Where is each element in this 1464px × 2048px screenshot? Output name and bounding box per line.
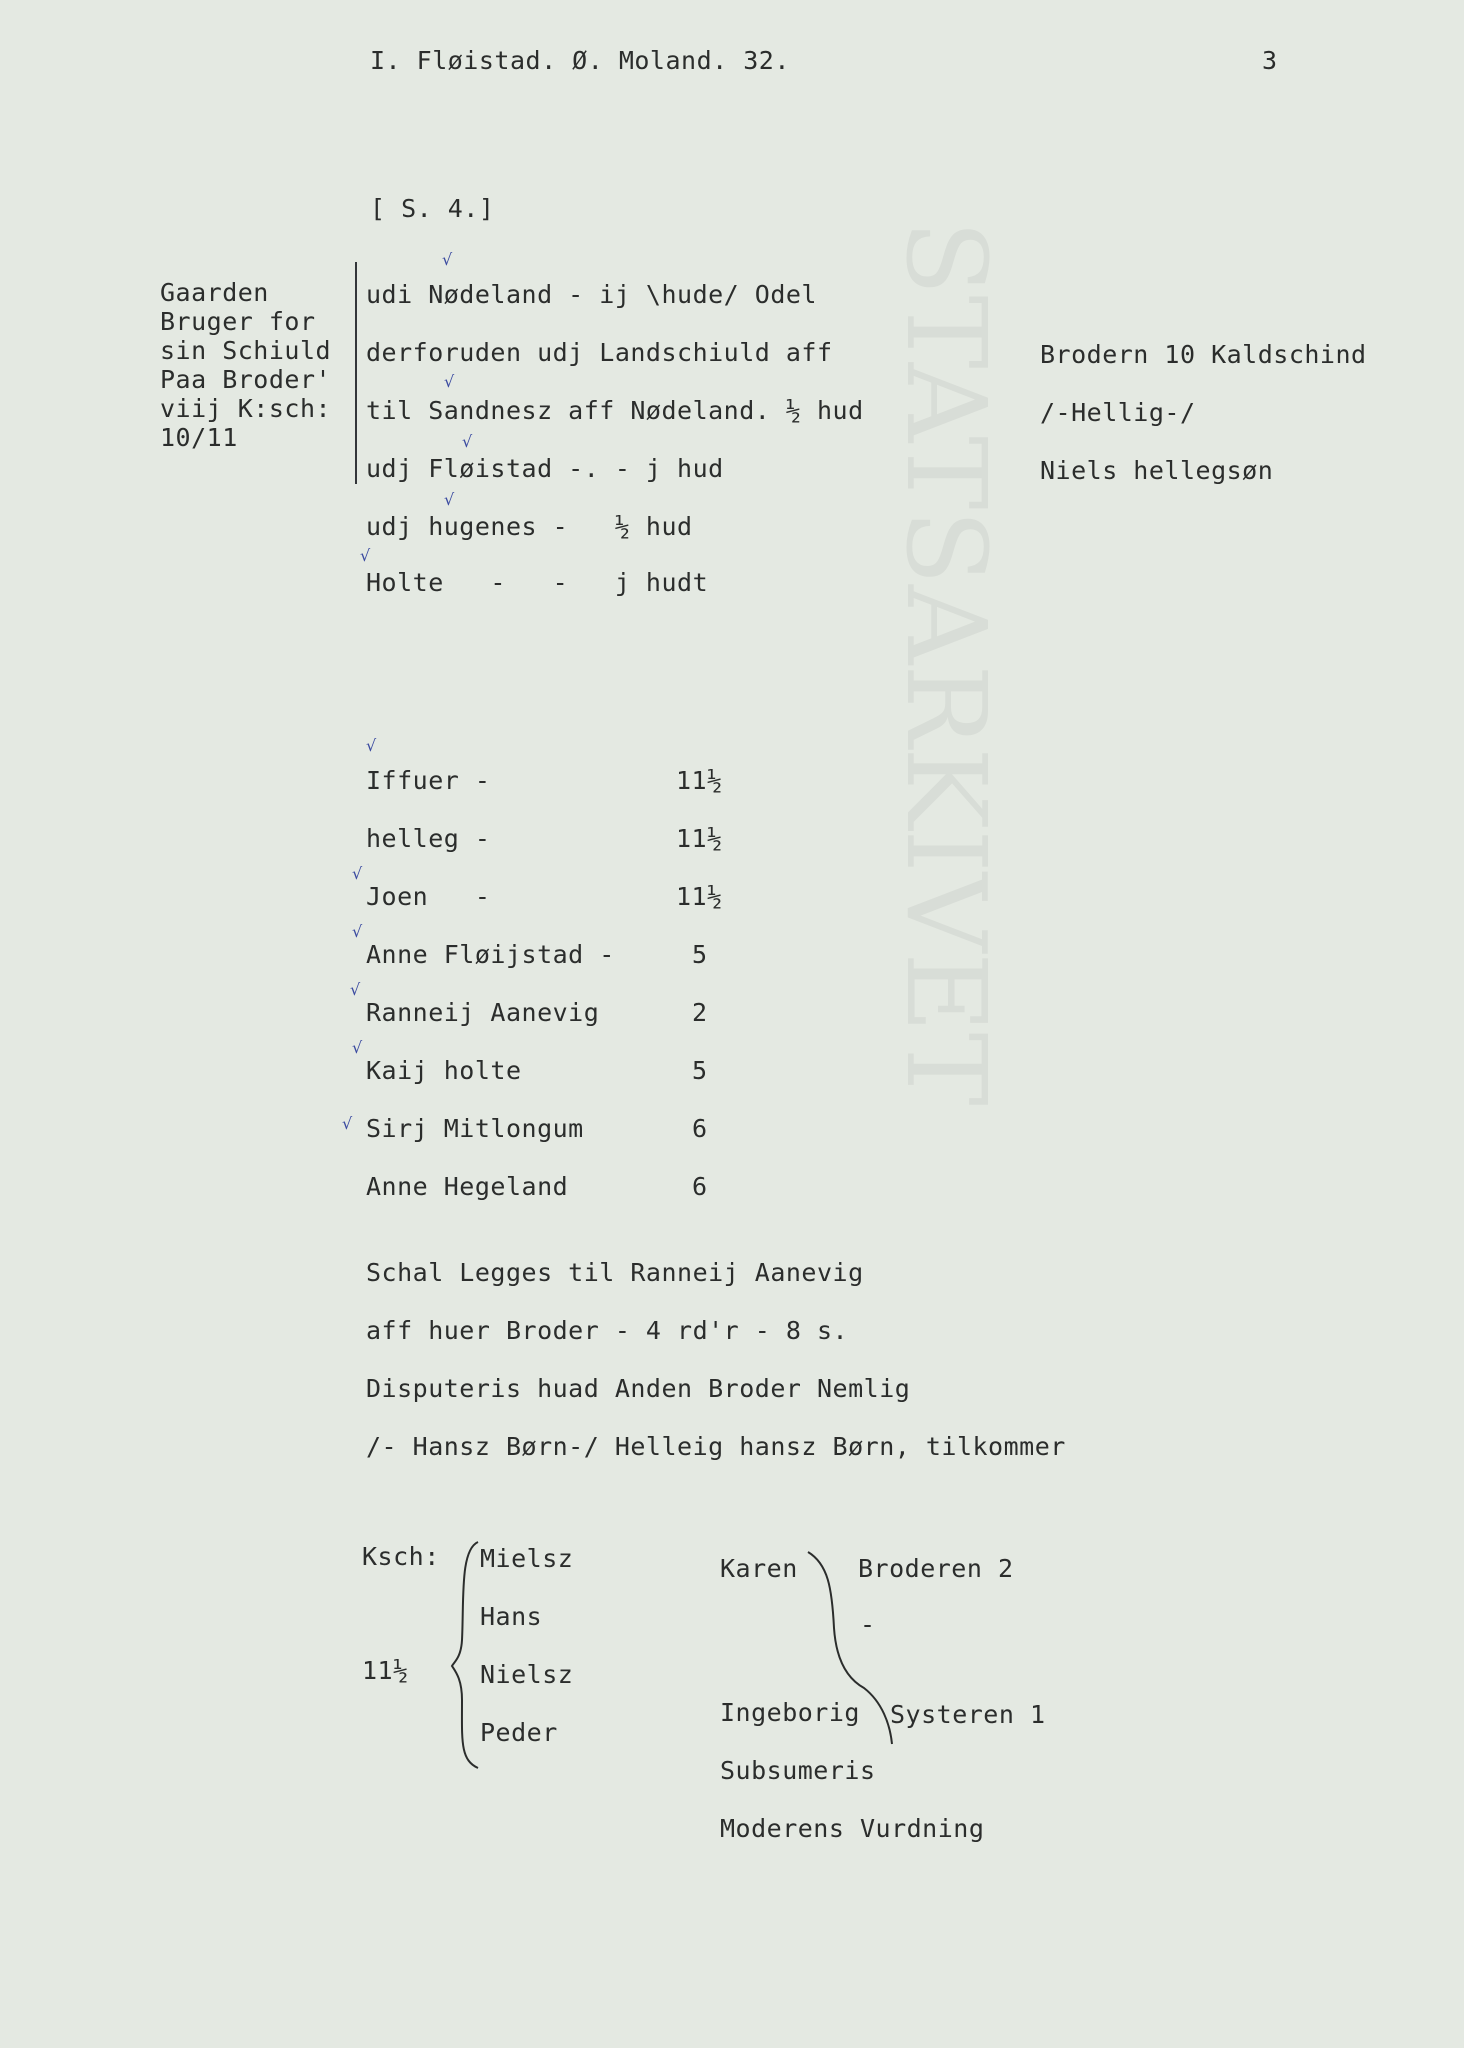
check-mark: √ — [444, 372, 455, 391]
margin-note-line: 10/11 — [160, 423, 238, 452]
paragraph-line: Schal Legges til Ranneij Aanevig — [366, 1258, 864, 1287]
right-note-line: /-Hellig-/ — [1040, 398, 1196, 427]
heir-name: helleg - — [366, 824, 491, 853]
margin-note-line: Bruger for — [160, 307, 316, 336]
ksch-name: Hans — [480, 1602, 543, 1631]
ksch-name: Peder — [480, 1718, 558, 1747]
check-mark: √ — [352, 1038, 363, 1057]
left-curly-brace — [450, 1540, 480, 1770]
valuation-note: Moderens Vurdning — [720, 1814, 985, 1843]
paragraph-line: aff huer Broder - 4 rd'r - 8 s. — [366, 1316, 849, 1345]
section-reference: [ S. 4.] — [370, 194, 495, 223]
heir-name: Anne Hegeland — [366, 1172, 569, 1201]
heir-name: Ranneij Aanevig — [366, 998, 600, 1027]
holding-line: Holte - - j hudt — [366, 568, 709, 597]
subsumeris-note: Subsumeris — [720, 1756, 876, 1785]
margin-note-line: Gaarden — [160, 278, 269, 307]
holding-line: til Sandnesz aff Nødeland. ½ hud — [366, 396, 864, 425]
heir-name: Kaij holte — [366, 1056, 522, 1085]
sibling-karen: Karen — [720, 1554, 798, 1583]
right-note-line: Brodern 10 Kaldschind — [1040, 340, 1367, 369]
holding-line: udj hugenes - ½ hud — [366, 512, 693, 541]
check-mark: √ — [350, 980, 361, 999]
heir-value: 6 — [692, 1172, 708, 1201]
heir-value: 11½ — [676, 766, 723, 795]
paragraph-line: /- Hansz Børn-/ Helleig hansz Børn, tilkommer — [366, 1432, 1066, 1461]
ksch-name: Mielsz — [480, 1544, 574, 1573]
siblings-brothers: Broderen 2 — [858, 1554, 1014, 1583]
check-mark: √ — [352, 864, 363, 883]
check-mark: √ — [462, 432, 473, 451]
paragraph-line: Disputeris huad Anden Broder Nemlig — [366, 1374, 911, 1403]
heir-name: Anne Fløijstad - — [366, 940, 615, 969]
heir-name: Sirj Mitlongum — [366, 1114, 584, 1143]
ksch-name: Nielsz — [480, 1660, 574, 1689]
margin-divider-line — [355, 262, 357, 484]
sibling-ingeborig: Ingeborig — [720, 1698, 860, 1727]
right-note-line: Niels hellegsøn — [1040, 456, 1274, 485]
heir-value: 6 — [692, 1114, 708, 1143]
heir-name: Joen - — [366, 882, 491, 911]
check-mark: √ — [366, 736, 377, 755]
heir-value: 2 — [692, 998, 708, 1027]
heir-value: 11½ — [676, 882, 723, 911]
holding-line: udj Fløistad -. - j hud — [366, 454, 724, 483]
check-mark: √ — [352, 922, 363, 941]
bleed-through-watermark: STATSARKIVET — [882, 220, 1010, 1106]
heir-value: 11½ — [676, 824, 723, 853]
ksch-amount: 11½ — [362, 1656, 409, 1685]
page-number: 3 — [1262, 46, 1278, 75]
check-mark: √ — [360, 546, 371, 565]
check-mark: √ — [442, 250, 453, 269]
holding-line: derforuden udj Landschiuld aff — [366, 338, 833, 367]
holding-line: udi Nødeland - ij \hude/ Odel — [366, 280, 817, 309]
ksch-label: Ksch: — [362, 1542, 440, 1571]
siblings-sisters: Systeren 1 — [890, 1700, 1046, 1729]
page-header-title: I. Fløistad. Ø. Moland. 32. — [370, 46, 790, 75]
margin-note-line: sin Schiuld — [160, 336, 332, 365]
heir-name: Iffuer - — [366, 766, 491, 795]
margin-note-line: Paa Broder' — [160, 365, 332, 394]
heir-value: 5 — [692, 940, 708, 969]
margin-note-line: viij K:sch: — [160, 394, 332, 423]
siblings-dash: - — [860, 1610, 876, 1639]
check-mark: √ — [444, 490, 455, 509]
check-mark: √ — [342, 1114, 353, 1133]
heir-value: 5 — [692, 1056, 708, 1085]
